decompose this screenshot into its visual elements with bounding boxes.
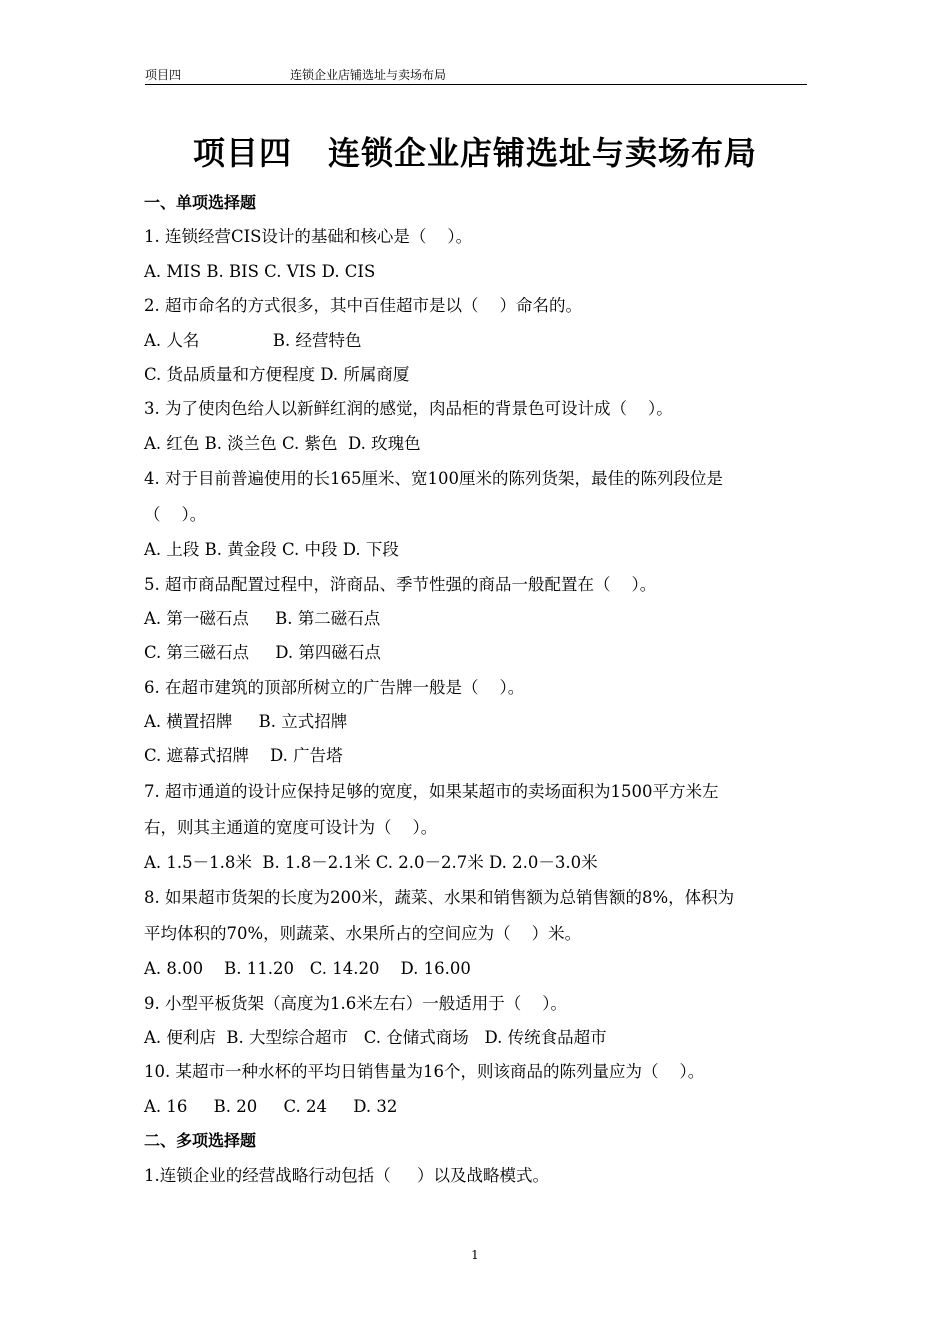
question-8-cont: 平均体积的70%，则蔬菜、水果所占的空间应为（ ）米。 <box>144 924 582 944</box>
options-2b: C. 货品质量和方便程度 D. 所属商厦 <box>144 364 410 384</box>
question-8: 8. 如果超市货架的长度为200米，蔬菜、水果和销售额为总销售额的8%，体积为 <box>144 888 735 908</box>
multi-question-1: 1.连锁企业的经营战略行动包括（ ）以及战略模式。 <box>144 1165 549 1185</box>
options-4: A. 上段 B. 黄金段 C. 中段 D. 下段 <box>144 540 399 560</box>
title-part2: 连锁企业店铺选址与卖场布局 <box>328 134 758 172</box>
options-6b: C. 遮幕式招牌 D. 广告塔 <box>144 746 343 766</box>
options-6a: A. 横置招牌 B. 立式招牌 <box>144 712 348 732</box>
question-7: 7. 超市通道的设计应保持足够的宽度，如果某超市的卖场面积为1500平方米左 <box>144 781 719 801</box>
question-content <box>144 186 814 1193</box>
options-5b: C. 第三磁石点 D. 第四磁石点 <box>144 643 381 663</box>
options-5a: A. 第一磁石点 B. 第二磁石点 <box>144 608 381 628</box>
question-2: 2. 超市命名的方式很多，其中百佳超市是以（ ）命名的。 <box>144 296 582 316</box>
options-3: A. 红色 B. 淡兰色 C. 紫色 D. 玫瑰色 <box>144 433 421 453</box>
title-part1: 项目四 <box>192 134 292 172</box>
section-heading-single-choice: 一、单项选择题 <box>144 193 257 212</box>
question-9: 9. 小型平板货架（高度为1.6米左右）一般适用于（ ）。 <box>144 993 567 1013</box>
question-3: 3. 为了使肉色给人以新鲜红润的感觉，肉品柜的背景色可设计成（ ）。 <box>144 399 673 419</box>
header-right: 连锁企业店铺选址与卖场布局 <box>290 68 447 82</box>
options-8: A. 8.00 B. 11.20 C. 14.20 D. 16.00 <box>144 959 471 979</box>
options-7: A. 1.5－1.8米 B. 1.8－2.1米 C. 2.0－2.7米 D. 2.0－3.0米 <box>144 852 598 872</box>
options-10: A. 16 B. 20 C. 24 D. 32 <box>144 1096 398 1116</box>
question-5: 5. 超市商品配置过程中，浒商品、季节性强的商品一般配置在（ ）。 <box>144 574 657 594</box>
question-6: 6. 在超市建筑的顶部所树立的广告牌一般是（ ）。 <box>144 677 525 697</box>
question-4-cont: （ ）。 <box>144 505 207 525</box>
question-10: 10. 某超市一种水杯的平均日销售量为16个，则该商品的陈列量应为（ ）。 <box>144 1062 705 1082</box>
page-header <box>145 66 807 85</box>
page-title <box>0 128 950 174</box>
question-1: 1. 连锁经营CIS设计的基础和核心是（ ）。 <box>144 227 473 247</box>
header-left: 项目四 <box>145 68 182 82</box>
page-number: 1 <box>471 1248 479 1262</box>
question-4: 4. 对于目前普遍使用的长165厘米、宽100厘米的陈列货架，最佳的陈列段位是 <box>144 469 723 489</box>
question-7-cont: 右，则其主通道的宽度可设计为（ ）。 <box>144 817 438 837</box>
options-9: A. 便利店 B. 大型综合超市 C. 仓储式商场 D. 传统食品超市 <box>144 1028 607 1048</box>
options-2a: A. 人名 B. 经营特色 <box>144 330 362 350</box>
options-1: A. MIS B. BIS C. VIS D. CIS <box>144 261 376 281</box>
section-heading-multiple-choice: 二、多项选择题 <box>144 1131 257 1151</box>
